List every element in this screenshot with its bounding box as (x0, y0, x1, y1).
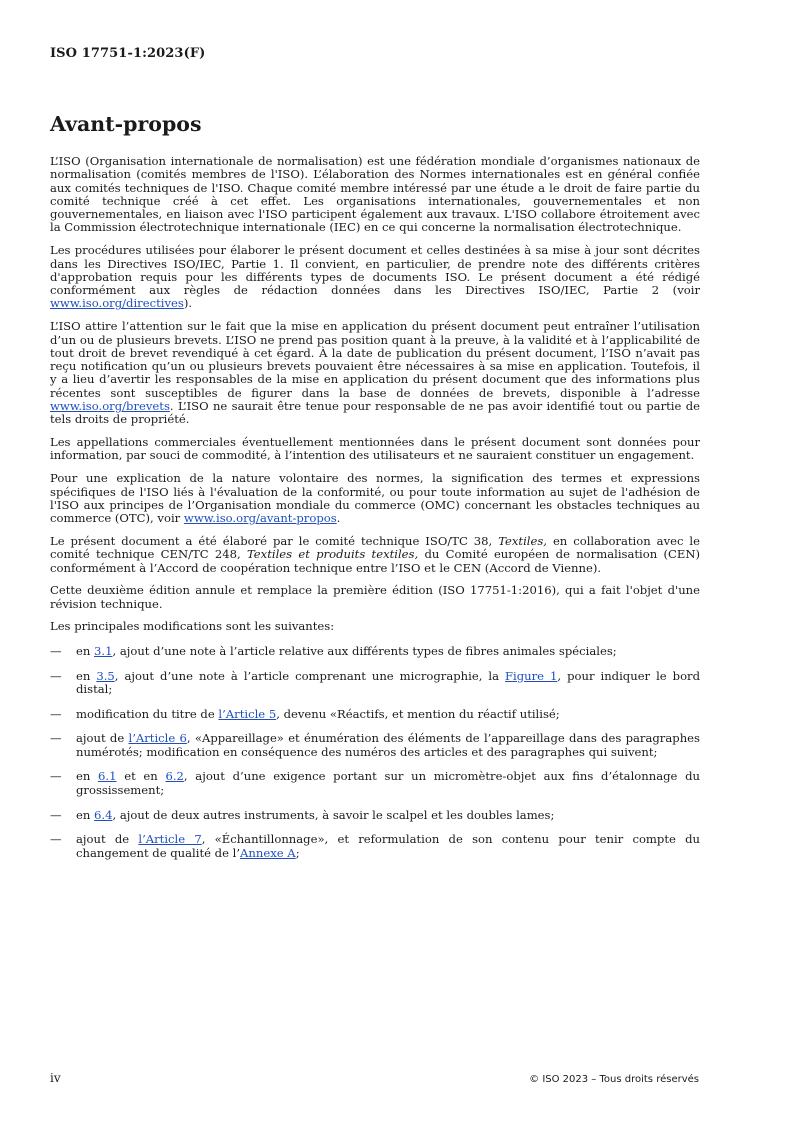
list-item: — ajout de l’Article 6, «Appareillage» et énumération des éléments de l’appareillage dans des paragraphes numérotés; modification en conséquence des numéros des articles et des paragraphes qui suivent; (50, 731, 700, 759)
link-annexe-a[interactable]: Annexe A (240, 845, 296, 860)
copyright-notice: © ISO 2023 – Tous droits réservés (529, 1074, 699, 1085)
dash-bullet: — (50, 643, 62, 658)
link-figure-1[interactable]: Figure 1 (505, 668, 558, 683)
list-item: — en 6.4, ajout de deux autres instruments, à savoir le scalpel et les doubles lames; (50, 807, 555, 822)
document-id-header: ISO 17751-1:2023(F) (50, 46, 206, 61)
link-directives[interactable]: www.iso.org/directives (50, 296, 184, 311)
paragraph-trade-names: Les appellations commerciales éventuellement mentionnées dans le présent document sont données pour information, par souci de commodité, à l’intention des utilisateurs et ne sauraient constituer un engagement. (50, 435, 700, 463)
section-title: Avant-propos (50, 112, 202, 136)
link-3-1[interactable]: 3.1 (94, 643, 113, 658)
list-item: — en 3.5, ajout d’une note à l’article comprenant une micrographie, la Figure 1, pour indiquer le bord distal; (50, 668, 701, 696)
list-item: — en 6.1 et en 6.2, ajout d’une exigence portant sur un micromètre-objet aux fins d’étalonnage du grossissement; (50, 769, 701, 797)
link-article-5[interactable]: l’Article 5 (218, 706, 277, 721)
changes-list (50, 645, 700, 860)
link-article-7[interactable]: l’Article 7 (138, 832, 202, 847)
link-3-5[interactable]: 3.5 (96, 668, 115, 683)
paragraph-iso-intro: L’ISO (Organisation internationale de normalisation) est une fédération mondiale d’organismes nationaux de normalisation (comités membres de l'ISO). L’élaboration des Normes internationales est en général confiée aux comités techniques de l'ISO. Chaque comité membre intéressé par une étude a le droit de faire partie du comité technique créé à cet effet. Les organisations internationales, gouvernementales et non gouvernementales, en liaison avec l'ISO participent également aux travaux. L'ISO collabore étroitement avec la Commission électrotechnique internationale (IEC) en ce qui concerne la normalisation électrotechnique. (50, 154, 700, 235)
link-6-2[interactable]: 6.2 (165, 769, 184, 784)
paragraph-edition: Cette deuxième édition annule et remplace la première édition (ISO 17751-1:2016), qui a fait l'objet d'une révision technique. (50, 583, 700, 611)
link-article-6[interactable]: l’Article 6 (128, 731, 187, 746)
paragraph-patents: L’ISO attire l’attention sur le fait que la mise en application du présent document peut entraîner l’utilisation d’un ou de plusieurs brevets. L’ISO ne prend pas position quant à la preuve, à la validité et à l’applicabilité de tout droit de brevet revendiqué à cet égard. À la date de publication du présent document, l’ISO n’avait pas reçu notification qu’un ou plusieurs brevets pouvaient être nécessaires à sa mise en application. Toutefois, il y a lieu d’avertir les responsables de la mise en application du présent document que des informations plus récentes sont susceptibles de figurer dans la base de données de brevets, disponible à l’adresse www.iso.org/brevets. L’ISO ne saurait être tenue pour responsable de ne pas avoir identifié tout ou partie de tels droits de propriété. (50, 319, 700, 427)
list-item: — modification du titre de l’Article 5, devenu «Réactifs, et mention du réactif utilisé; (50, 706, 560, 721)
dash-bullet: — (50, 731, 62, 746)
dash-bullet: — (50, 668, 62, 683)
page-number: iv (50, 1071, 61, 1085)
paragraph-voluntary-nature: Pour une explication de la nature volontaire des normes, la signification des termes et expressions spécifiques de l'ISO liés à l'évaluation de la conformité, ou pour toute information au sujet de l'adhésion de l'ISO aux principes de l’Organisation mondiale du commerce (OMC) concernant les obstacles techniques au commerce (OTC), voir www.iso.org/avant-propos. (50, 471, 700, 526)
paragraph-committee: Le présent document a été élaboré par le comité technique ISO/TC 38, Textiles, en collaboration avec le comité technique CEN/TC 248, Textiles et produits textiles, du Comité européen de normalisation (CEN) conformément à l’Accord de coopération technique entre l’ISO et le CEN (Accord de Vienne). (50, 533, 700, 575)
list-item: — en 3.1, ajout d’une note à l’article relative aux différents types de fibres animales spéciales; (50, 643, 617, 658)
link-avant-propos[interactable]: www.iso.org/avant-propos (183, 511, 337, 526)
dash-bullet: — (50, 706, 62, 721)
dash-bullet: — (50, 832, 62, 847)
dash-bullet: — (50, 769, 62, 784)
dash-bullet: — (50, 807, 62, 822)
list-item: — ajout de l’Article 7, «Échantillonnage», et reformulation de son contenu pour tenir compte du changement de qualité de l’Annexe A; (50, 832, 700, 860)
link-brevets[interactable]: www.iso.org/brevets (50, 399, 170, 414)
link-6-1[interactable]: 6.1 (98, 769, 117, 784)
link-6-4[interactable]: 6.4 (94, 807, 113, 822)
paragraph-procedures: Les procédures utilisées pour élaborer le présent document et celles destinées à sa mise à jour sont décrites dans les Directives ISO/IEC, Partie 1. Il convient, en particulier, de prendre note des différents critères d'approbation requis pour les différents types de documents ISO. Le présent document a été rédigé conformément aux règles de rédaction données dans les Directives ISO/IEC, Partie 2 (voir www.iso.org/directives). (50, 243, 700, 311)
paragraph-changes-intro: Les principales modifications sont les suivantes: (50, 619, 335, 634)
foreword-body (50, 155, 700, 871)
